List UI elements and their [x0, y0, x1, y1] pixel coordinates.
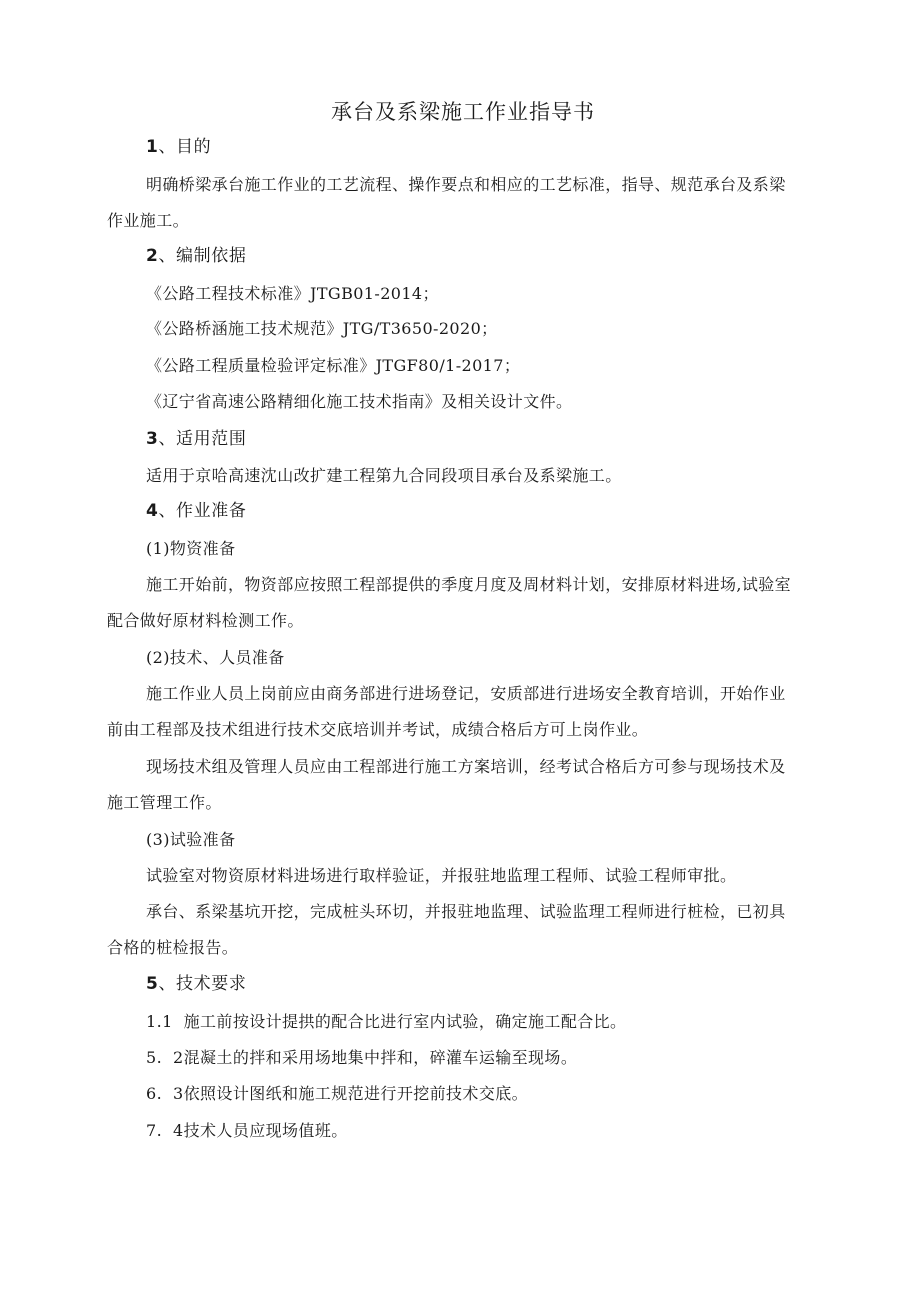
subsection-3-p2-line-2: 合格的桩检报告。	[107, 938, 239, 957]
section-1-paragraph-line-2: 作业施工。	[107, 211, 190, 230]
section-2-title: 、编制依据	[158, 246, 247, 266]
section-3-number: 3	[146, 429, 159, 449]
requirement-item: 5. 2混凝土的拌和采用场地集中拌和，碎灌车运输至现场。	[146, 1048, 578, 1067]
section-3-title: 、适用范围	[158, 429, 247, 449]
reference-item: 《公路工程质量检验评定标准》JTGF80/1-2017；	[146, 356, 521, 375]
document-title: 承台及系梁施工作业指导书	[331, 100, 595, 124]
section-2-heading	[146, 245, 246, 267]
section-1-number: 1	[146, 137, 159, 157]
subsection-3-label: (3)试验准备	[146, 830, 236, 849]
subsection-1-line-2: 配合做好原材料检测工作。	[107, 611, 304, 630]
section-3-text: 适用于京哈高速沈山改扩建工程第九合同段项目承台及系梁施工。	[146, 466, 622, 485]
subsection-1-line-1: 施工开始前，物资部应按照工程部提供的季度月度及周材料计划，安排原材料进场,试验室	[146, 575, 792, 594]
section-2-number: 2	[146, 246, 159, 266]
subsection-2-p2-line-1: 现场技术组及管理人员应由工程部进行施工方案培训，经考试合格后方可参与现场技术及	[146, 757, 786, 776]
reference-item: 《公路工程技术标准》JTGB01-2014；	[146, 284, 439, 303]
section-1-title: 、目的	[158, 137, 212, 157]
requirement-item: 6. 3依照设计图纸和施工规范进行开挖前技术交底。	[146, 1084, 529, 1103]
subsection-2-label: (2)技术、人员准备	[146, 648, 285, 667]
requirement-item: 7. 4技术人员应现场值班。	[146, 1121, 348, 1140]
section-3-heading	[146, 428, 246, 450]
section-1-paragraph-line-1: 明确桥梁承台施工作业的工艺流程、操作要点和相应的工艺标准，指导、规范承台及系梁	[146, 175, 786, 194]
reference-item: 《辽宁省高速公路精细化施工技术指南》及相关设计文件。	[146, 392, 573, 411]
requirement-item: 1.1 施工前按设计提拱的配合比进行室内试验，确定施工配合比。	[146, 1012, 627, 1031]
subsection-1-label: (1)物资准备	[146, 539, 236, 558]
section-5-title: 、技术要求	[158, 974, 247, 994]
section-5-number: 5	[146, 974, 159, 994]
section-4-number: 4	[146, 501, 159, 521]
section-4-heading	[146, 500, 246, 522]
subsection-2-p1-line-2: 前由工程部及技术组进行技术交底培训并考试，成绩合格后方可上岗作业。	[107, 720, 649, 739]
section-4-title: 、作业准备	[158, 501, 247, 521]
reference-item: 《公路桥涵施工技术规范》JTG/T3650-2020；	[146, 319, 498, 338]
subsection-3-p2-line-1: 承台、系梁基坑开挖，完成桩头环切，并报驻地监理、试验监理工程师进行桩检，已初具	[146, 902, 786, 921]
section-5-heading	[146, 973, 246, 995]
subsection-2-p2-line-2: 施工管理工作。	[107, 793, 222, 812]
subsection-3-p1: 试验室对物资原材料进场进行取样验证，并报驻地监理工程师、试验工程师审批。	[146, 866, 737, 885]
subsection-2-p1-line-1: 施工作业人员上岗前应由商务部进行进场登记，安质部进行进场安全教育培训，开始作业	[146, 684, 786, 703]
section-1-heading	[146, 136, 211, 158]
